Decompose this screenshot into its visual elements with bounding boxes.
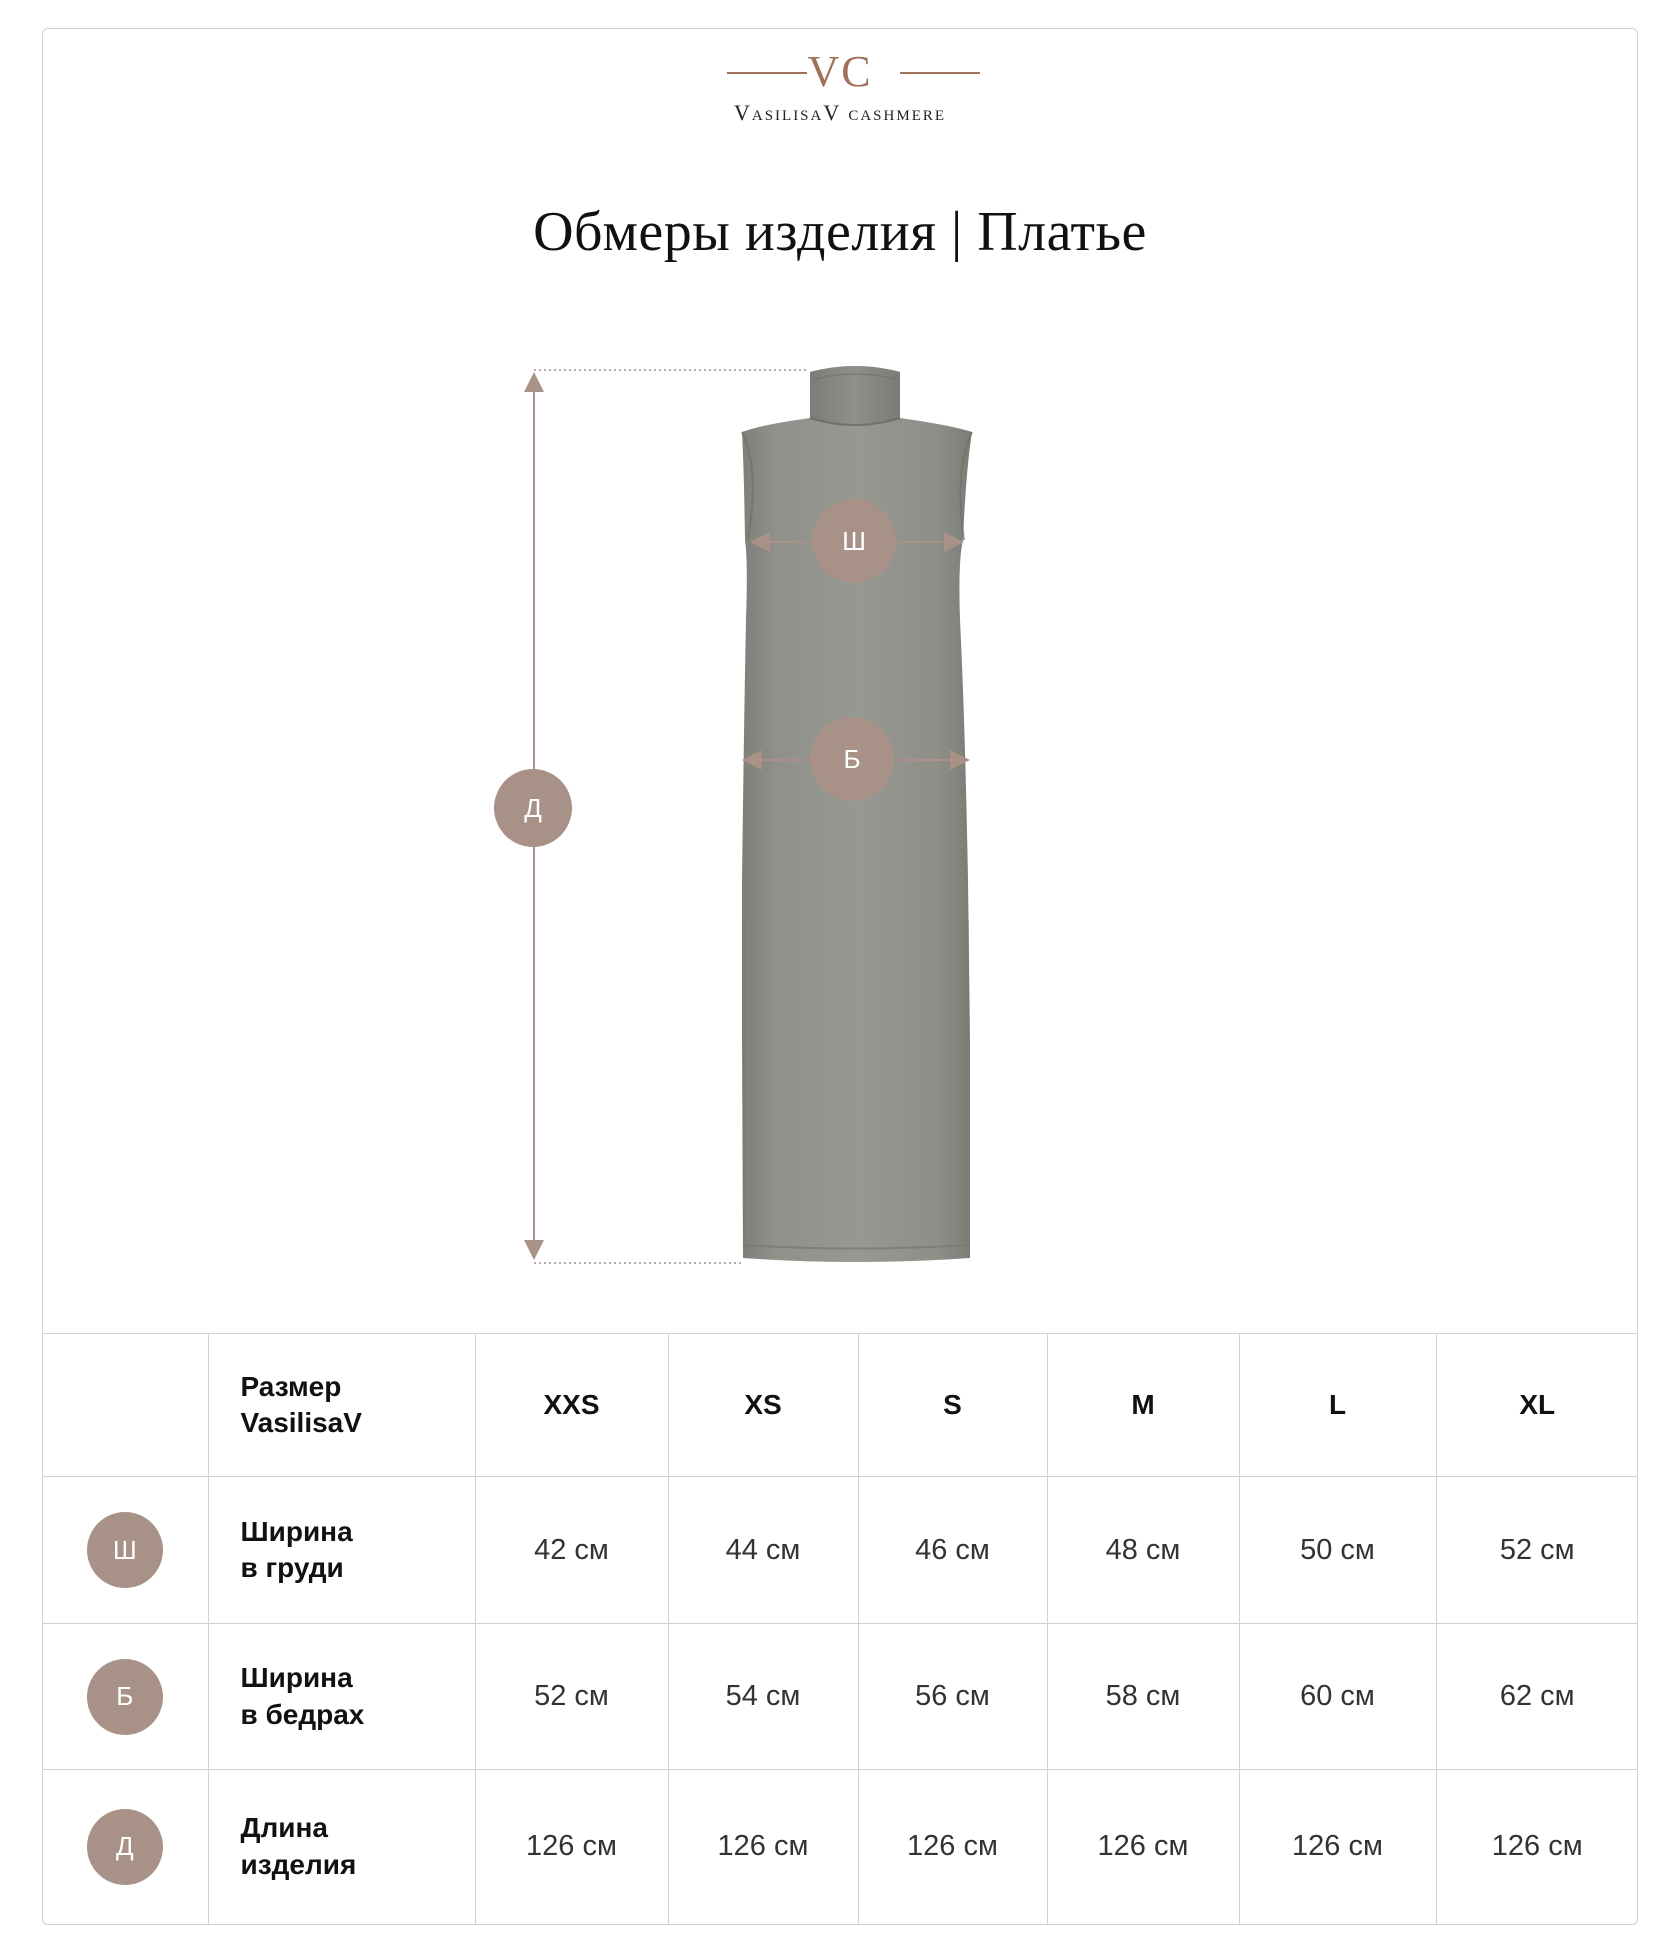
length-value-xl: 126 см: [1436, 1770, 1638, 1924]
hips-value-xxs: 52 см: [475, 1624, 668, 1770]
hips-value-xl: 62 см: [1436, 1624, 1638, 1770]
page-title: Обмеры изделия | Платье: [533, 201, 1147, 263]
row-badge-cell: [42, 1624, 208, 1770]
length-value-xxs: 126 см: [475, 1770, 668, 1924]
chest-value-l: 50 см: [1239, 1477, 1436, 1624]
table-row-chest: [42, 1477, 1638, 1624]
size-table: [42, 1333, 1638, 1924]
chest-value-xl: 52 см: [1436, 1477, 1638, 1624]
row-badge-cell: [42, 1477, 208, 1624]
chest-marker-badge: Ш: [812, 499, 896, 583]
hips-badge: Б: [87, 1659, 163, 1735]
row-label-hips: Ширина в бедрах: [208, 1624, 475, 1770]
hips-marker-badge: Б: [810, 717, 894, 801]
chest-value-m: 48 см: [1047, 1477, 1239, 1624]
length-value-l: 126 см: [1239, 1770, 1436, 1924]
table-row-length: [42, 1770, 1638, 1924]
length-badge: Д: [87, 1809, 163, 1885]
hips-value-s: 56 см: [858, 1624, 1047, 1770]
chest-badge: Ш: [87, 1512, 163, 1588]
hips-value-l: 60 см: [1239, 1624, 1436, 1770]
size-table-container: [42, 1333, 1638, 1924]
hips-value-xs: 54 см: [668, 1624, 858, 1770]
length-value-m: 126 см: [1047, 1770, 1239, 1924]
table-row-hips: [42, 1624, 1638, 1770]
row-label-length: Длина изделия: [208, 1770, 475, 1924]
logo-monogram: VC: [807, 47, 873, 96]
length-marker-badge: Д: [494, 769, 572, 847]
chest-value-xxs: 42 см: [475, 1477, 668, 1624]
empty-corner-cell: [42, 1334, 208, 1477]
row-label-chest: Ширина в груди: [208, 1477, 475, 1624]
logo-brand-name: VasilisaV cashmere: [733, 100, 947, 125]
size-col-xl: XL: [1436, 1334, 1638, 1477]
size-header-label: Размер VasilisaV: [208, 1334, 475, 1477]
table-header-row: [42, 1334, 1638, 1477]
size-col-xs: XS: [668, 1334, 858, 1477]
size-col-m: M: [1047, 1334, 1239, 1477]
chest-value-s: 46 см: [858, 1477, 1047, 1624]
length-value-s: 126 см: [858, 1770, 1047, 1924]
size-col-l: L: [1239, 1334, 1436, 1477]
chest-value-xs: 44 см: [668, 1477, 858, 1624]
size-col-s: S: [858, 1334, 1047, 1477]
row-badge-cell: [42, 1770, 208, 1924]
length-value-xs: 126 см: [668, 1770, 858, 1924]
hips-value-m: 58 см: [1047, 1624, 1239, 1770]
size-col-xxs: XXS: [475, 1334, 668, 1477]
